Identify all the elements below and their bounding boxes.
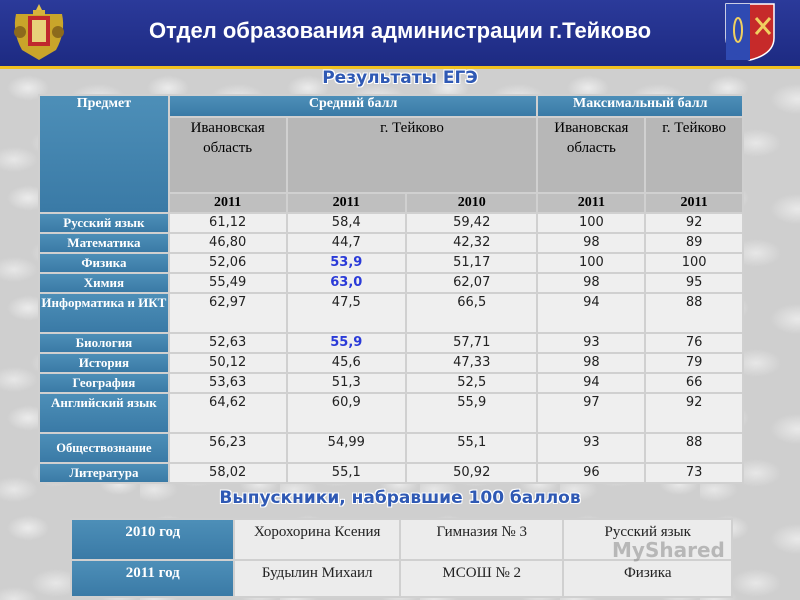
score-cell: 53,63 [170, 374, 286, 392]
score-cell: 52,06 [170, 254, 286, 272]
graduate-subject: Физика [564, 561, 731, 596]
subject-name: Обществознание [40, 434, 168, 462]
score-cell: 98 [538, 234, 644, 252]
graduate-school: МСОШ № 2 [401, 561, 562, 596]
subject-name: Математика [40, 234, 168, 252]
score-cell: 53,9 [288, 254, 406, 272]
score-cell: 55,49 [170, 274, 286, 292]
graduate-subject: Русский язык [564, 520, 731, 559]
graduates-section-title: Выпускники, набравшие 100 баллов [219, 488, 581, 508]
subject-name: Физика [40, 254, 168, 272]
score-cell: 88 [646, 294, 742, 332]
avg-region-header: Ивановская область [170, 118, 286, 192]
score-cell: 63,0 [288, 274, 406, 292]
score-cell: 52,63 [170, 334, 286, 352]
score-cell: 66,5 [407, 294, 536, 332]
score-cell: 47,33 [407, 354, 536, 372]
header-bar [0, 0, 800, 69]
score-cell: 100 [646, 254, 742, 272]
score-cell: 92 [646, 394, 742, 432]
score-cell: 55,1 [288, 464, 406, 482]
score-cell: 62,07 [407, 274, 536, 292]
score-cell: 92 [646, 214, 742, 232]
score-cell: 62,97 [170, 294, 286, 332]
results-section-title: Результаты ЕГЭ [322, 68, 478, 88]
teykovo-coat-of-arms-icon [724, 2, 776, 62]
score-cell: 47,5 [288, 294, 406, 332]
graduate-year: 2010 год [72, 520, 233, 559]
score-cell: 50,12 [170, 354, 286, 372]
score-cell: 76 [646, 334, 742, 352]
table-row [40, 254, 742, 272]
table-row [40, 334, 742, 352]
score-cell: 94 [538, 294, 644, 332]
score-cell: 51,3 [288, 374, 406, 392]
graduate-name: Хорохорина Ксения [235, 520, 399, 559]
score-cell: 42,32 [407, 234, 536, 252]
score-cell: 98 [538, 274, 644, 292]
graduate-school: Гимназия № 3 [401, 520, 562, 559]
year-header: 2011 [288, 194, 406, 212]
score-cell: 96 [538, 464, 644, 482]
table-row [40, 464, 742, 482]
score-cell: 45,6 [288, 354, 406, 372]
score-cell: 55,9 [288, 334, 406, 352]
average-score-header: Средний балл [170, 96, 537, 116]
subject-name: Русский язык [40, 214, 168, 232]
score-cell: 93 [538, 434, 644, 462]
score-cell: 73 [646, 464, 742, 482]
table-row [40, 354, 742, 372]
score-cell: 52,5 [407, 374, 536, 392]
year-header: 2011 [646, 194, 742, 212]
score-cell: 97 [538, 394, 644, 432]
score-cell: 94 [538, 374, 644, 392]
year-header: 2010 [407, 194, 536, 212]
score-cell: 55,9 [407, 394, 536, 432]
score-cell: 59,42 [407, 214, 536, 232]
subject-name: Информатика и ИКТ [40, 294, 168, 332]
subject-column-header: Предмет [40, 96, 168, 212]
exam-results-table [38, 94, 744, 484]
page-title: Отдел образования администрации г.Тейково [148, 18, 652, 43]
score-cell: 88 [646, 434, 742, 462]
score-cell: 61,12 [170, 214, 286, 232]
graduate-name: Будылин Михаил [235, 561, 399, 596]
max-region-header: Ивановская область [538, 118, 644, 192]
score-cell: 100 [538, 214, 644, 232]
graduate-year: 2011 год [72, 561, 233, 596]
year-header: 2011 [170, 194, 286, 212]
score-cell: 66 [646, 374, 742, 392]
score-cell: 50,92 [407, 464, 536, 482]
score-cell: 57,71 [407, 334, 536, 352]
score-cell: 54,99 [288, 434, 406, 462]
score-cell: 55,1 [407, 434, 536, 462]
table-row [40, 434, 742, 462]
max-score-header: Максимальный балл [538, 96, 742, 116]
subject-name: Биология [40, 334, 168, 352]
table-row [40, 274, 742, 292]
subject-name: Литература [40, 464, 168, 482]
score-cell: 58,02 [170, 464, 286, 482]
score-cell: 95 [646, 274, 742, 292]
table-row [40, 234, 742, 252]
subject-name: География [40, 374, 168, 392]
max-city-header: г. Тейково [646, 118, 742, 192]
table-row [40, 214, 742, 232]
watermark: MyShared [612, 538, 725, 562]
table-row [40, 394, 742, 432]
score-cell: 60,9 [288, 394, 406, 432]
score-cell: 89 [646, 234, 742, 252]
score-cell: 64,62 [170, 394, 286, 432]
score-cell: 44,7 [288, 234, 406, 252]
score-cell: 56,23 [170, 434, 286, 462]
table-row [40, 294, 742, 332]
score-cell: 100 [538, 254, 644, 272]
score-cell: 51,17 [407, 254, 536, 272]
subject-name: Английский язык [40, 394, 168, 432]
score-cell: 58,4 [288, 214, 406, 232]
graduate-row [72, 561, 731, 596]
subject-name: История [40, 354, 168, 372]
score-cell: 98 [538, 354, 644, 372]
subject-name: Химия [40, 274, 168, 292]
avg-city-header: г. Тейково [288, 118, 537, 192]
score-cell: 79 [646, 354, 742, 372]
score-cell: 46,80 [170, 234, 286, 252]
table-row [40, 374, 742, 392]
score-cell: 93 [538, 334, 644, 352]
year-header: 2011 [538, 194, 644, 212]
